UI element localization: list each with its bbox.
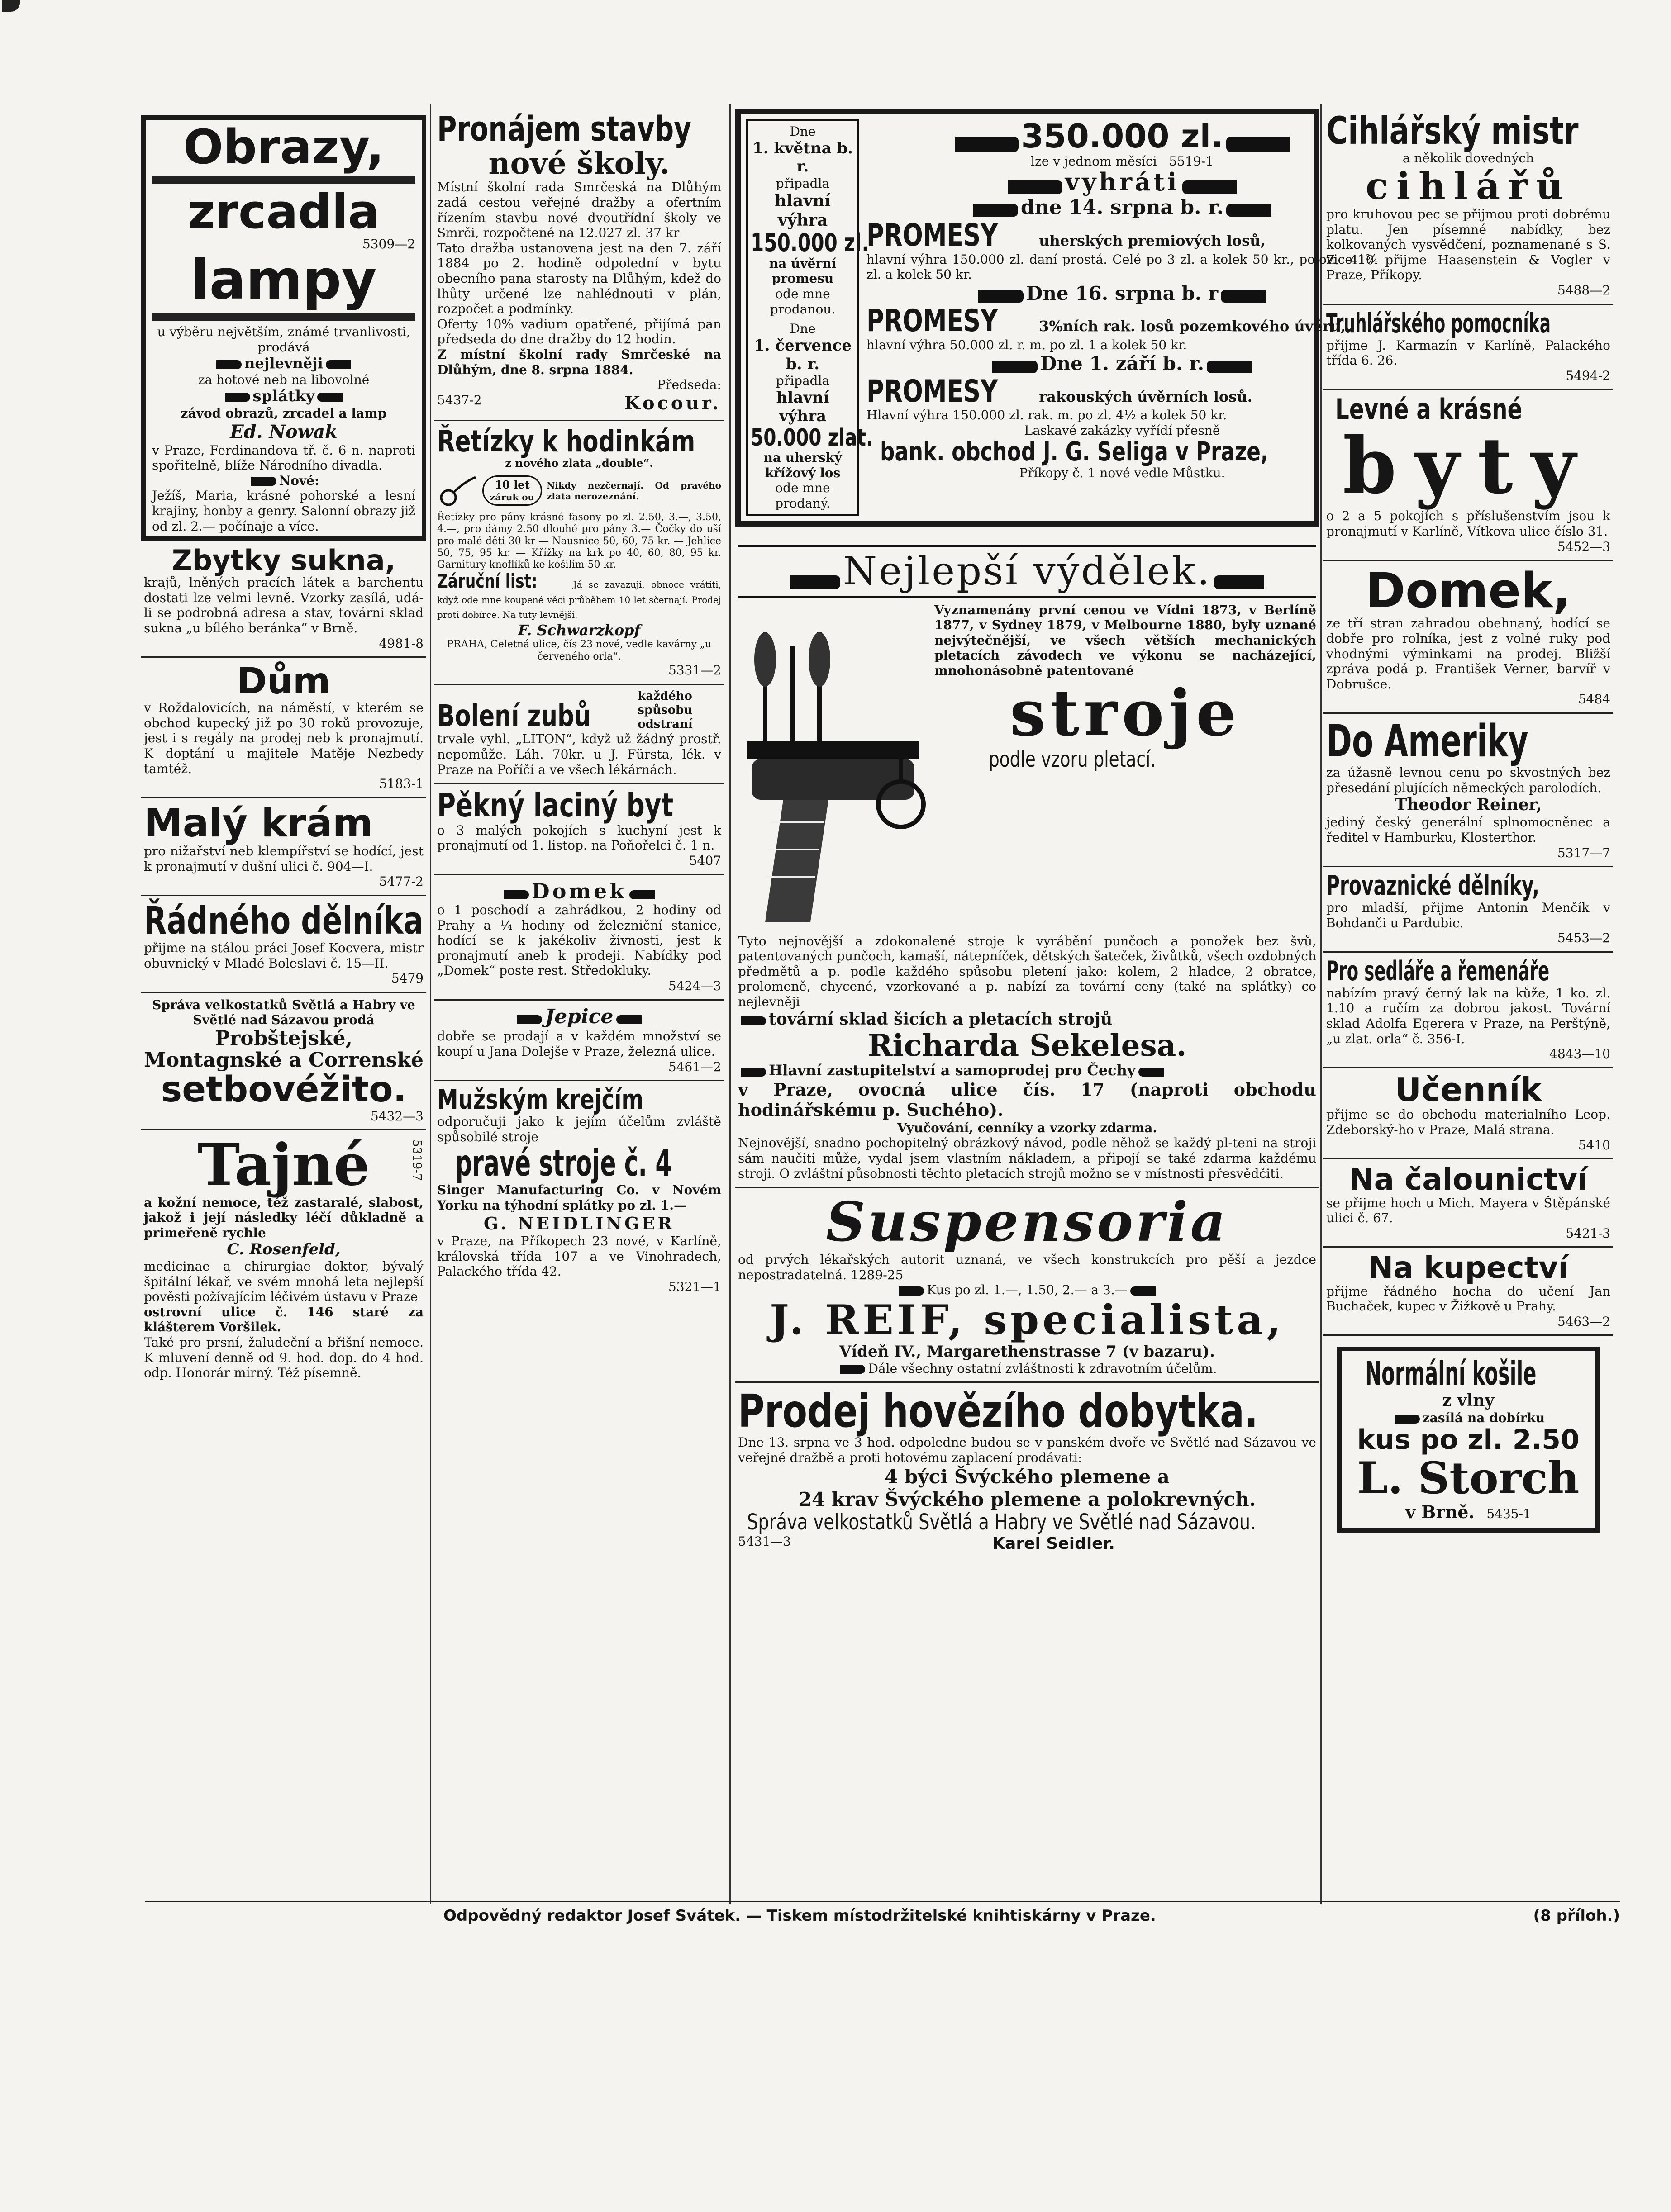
ad-dum [141,658,426,798]
ad-text: o 1 poschodí a zahrádkou, 2 hodiny od Prahy a ¼ hodiny od železniční stanice, hodící se k jakékoliv živnosti, jest k pronajmutí aneb k prodeji. Nabídky pod „Domek“ poste rest. Středokluky. [437,902,721,978]
ad-title: Domek [531,878,627,903]
badge-text: 10 let [495,478,530,492]
ad-text: pro mladší, přijme Antonín Menčík v Bohdanči u Pardubic. [1326,900,1610,930]
ad-subtitle: Dne 1. září b. r. [1040,352,1204,375]
ad-text: od prvých lékařských autorit uznaná, ve všech konstrukcích pro pěší a jezdce nepostradatelná. [738,1252,1316,1282]
ad-text: se přijme hoch u Mich. Mayera v Štěpánské ulici č. 67. [1326,1195,1610,1226]
ad-name: Richarda Sekelesa. [867,1027,1187,1063]
ad-text: přijme se do obchodu materialního Leop. Zdeborský-ho v Praze, Malá strana. [1326,1107,1610,1138]
ad-title: Prodej hovězího dobytka. [738,1385,1258,1438]
sidebar-text: připadla [776,176,830,191]
ad-text: Dne 13. srpna ve 3 hod. odpoledne budou se v panském dvoře ve Světlé nad Sázavou ve veřejné dražbě a proti hotovému zaplacení prodávati: [738,1435,1316,1466]
ad-number: 5319-7 [410,1139,424,1181]
ad-subtitle: kus po zl. 2.50 [1357,1424,1580,1456]
ad-text: Správa velkostatků Světlá a Habry ve Světlé nad Sázavou prodá [152,997,415,1028]
ad-text: Hlavní výhra 150.000 zl. rak. m. po zl. 4½ a kolek 50 kr. [866,408,1227,423]
ad-title: lampy [190,248,377,312]
ad-title: Na kupectví [1368,1250,1568,1286]
imprint-line: Odpovědný redaktor Josef Svátek. — Tiskem místodržitelské knihtiskárny v Praze. [443,1907,1156,1925]
ad-text: u výběru největším, známé trvanlivosti, prodává [157,324,410,355]
ad-text: Řetízky pro pány krásné fasony po zl. 2.50, 3.—, 3.50, 4.—, pro dámy 2.50 dlouhé pro pány 3.— Čočky do uší pro malé děti 30 kr — Nausnice 50, 60, 75 kr. — Jehlice 50, 75, 95 kr. — Křížky na krk po 40, 60, 80, 95 kr. Garnitury knoflíků ke košilím 50 kr. [437,511,721,571]
ad-kupectvi [1323,1248,1613,1336]
ad-address: v Brně. [1405,1502,1475,1523]
ad-name: L. Storch [1357,1452,1580,1504]
pointing-hand-icon [741,1068,766,1077]
ad-emphasis: splátky [252,387,315,406]
ad-number: 5452—3 [1557,539,1610,554]
ad-number: 1289-25 [851,1267,904,1282]
ad-address: Vídeň IV., Margarethenstrasse 7 (v bazaru). [839,1343,1215,1361]
ad-byty [1323,390,1613,561]
pointing-hand-icon [1008,180,1062,194]
ad-text: hlavní výhra 150.000 zl. daní prostá. Celé po 3 zl. a kolek 50 kr., polovice 1¾ zl. a kolek 50 kr. [866,252,1378,282]
sidebar-text: ode mne prodanou. [770,286,836,317]
ad-title: Levné a krásné [1335,393,1523,426]
ad-label: Předseda: [657,377,721,393]
ad-number: 5331—2 [668,663,721,678]
column-rule [729,104,731,1904]
page-corner-mark [2,0,20,12]
ad-zbytky [141,541,426,658]
pointing-hand-icon [790,575,840,589]
ad-text: jediný český generální splnomocněnec a ředitel v Hamburku, Klosterthor. [1326,815,1610,845]
ad-text: a několik dovedných [1402,151,1534,166]
ad-pekny [434,784,724,875]
ad-text: Singer Manufacturing Co. v Novém Yorku na týhodní splátky po zl. 1.— [437,1182,721,1213]
ad-title: Truhlářského pomocníka [1326,307,1551,339]
ad-text: Ježíš, Maria, krásné pohorské a lesní krajiny, honby a genry. Salonní obrazy již od zl. 2.— počínaje a více. [152,488,415,534]
ad-text: a kožní nemoce, též zastaralé, slabost, jakož i její následky léčí důkladně a primeřeně rychle [144,1195,424,1240]
ad-emphasis: nejlevněji [244,355,323,372]
ad-prodej [735,1383,1319,1559]
ad-title: PROMESY [866,373,998,409]
pointing-hand-icon [1395,1415,1420,1424]
ad-text: Kus po zl. 1.—, 1.50, 2.— a 3.— [927,1282,1128,1298]
ad-text: pro kruhovou pec se přijmou proti dobrému platu. Jen písemné nabídky, bez kolkovaných vysvědčení, poznamenané s S. Z. 410 přijme Haasenstein & Vogler v Praze, Příkopy. [1326,206,1610,283]
ad-amerika [1323,714,1613,867]
ad-provaz [1323,867,1613,953]
ad-text: Také pro prsní, žaludeční a břišní nemoce. K mluvení denně od 9. hod. dop. do 4 hod. odp. Honorár mírný. Též písemně. [144,1335,424,1381]
ad-title: Mužským krejčím [437,1084,644,1116]
pointing-hand-icon [992,361,1038,373]
ad-text: zasílá na dobírku [1422,1410,1545,1426]
ad-number: 5321—1 [668,1279,721,1294]
ad-title: Tajné [197,1131,370,1199]
ad-number: 5479 [391,971,424,986]
ad-title: stroje [1009,676,1241,750]
ad-subtitle: Záruční list: [437,570,538,592]
ad-title: PROMESY [866,303,998,339]
ad-name: G. NEIDLINGER [483,1213,675,1234]
ad-boleni [434,685,724,784]
ad-number: 5432—3 [370,1108,424,1124]
ad-text: krajů, lněných pracích látek a barchentu dostati lze velmi levně. Vzorky zasílá, udá-li se podrobná adresa a stav, továrni sklad sukna „u bílého beránka“ v Brně. [144,575,424,636]
ad-text: za hotové neb na libovolné [198,372,370,387]
ad-title: Řetízky k hodinkám [437,423,695,459]
pointing-hand-icon [840,1365,865,1374]
pointing-hand-icon [517,1015,542,1024]
ad-text: ze tří stran zahradou obehnaný, hodící se dobře pro rolníka, jest z volné ruky pod vhodnými výminkami na prodej. Bližší zpráva podá p. František Verner, barvíř v Dobrušce. [1326,616,1610,692]
column-4 [1323,106,1613,1900]
ad-text: odporučuji jako k jejím účelům zvláště spůsobilé stroje [437,1114,721,1144]
pointing-hand-icon [973,204,1018,217]
ad-number: 5317—7 [1557,845,1610,860]
ad-title: Bolení zubů [437,698,591,734]
pointing-hand-icon [1226,137,1290,152]
ad-number: 5437-2 [437,392,482,408]
ad-name: Kocour. [624,392,721,414]
ad-subtitle: tovární sklad šicích a pletacích strojů [769,1009,1113,1029]
ad-title: Pronájem stavby [437,109,691,149]
ad-text: Já se zavazuji, obnoce vrátiti, když ode mne koupené věci průběhem 10 let sčernají. Prodej proti dobírce. Na tuty levnější. [437,579,722,621]
ad-pronajem [434,106,724,421]
knitting-machine-illustration [738,605,928,931]
ad-title: Řádného dělníka [144,898,424,943]
pointing-hand-icon [1214,575,1264,589]
chain-icon [437,473,478,509]
ad-text: 24 krav Švýckého plemene a polokrevných. [798,1488,1256,1511]
ad-number: 4981-8 [379,636,424,651]
ad-text: přijme řádného hocha do učení Jan Buchaček, kupec v Žižkově u Prahy. [1326,1283,1610,1314]
ad-text: přijme na stálou práci Josef Kocvera, mistr obuvnický v Mladé Boleslavi č. 15—II. [144,940,424,971]
page-footer [145,1901,1620,1925]
ad-cihlarsky [1323,106,1613,305]
divider [152,313,415,321]
pointing-hand-icon [1226,204,1271,217]
ad-title: Pěkný laciný byt [437,786,674,825]
ad-number: 5410 [1578,1137,1610,1153]
ad-title: PROMESY [866,218,998,254]
warranty-badge [482,475,542,506]
ad-text: Dále všechny ostatní zvláštnosti k zdravotním účelům. [868,1361,1217,1376]
ad-title: Nejlepší výdělek. [843,548,1212,594]
ad-muzskym [434,1081,724,1300]
ad-title: Provaznické dělníky, [1326,870,1540,902]
ad-address: v Praze, ovocná ulice čís. 17 (naproti obchodu hodinářskému p. Suchého). [738,1079,1316,1120]
ad-number: 5463—2 [1557,1314,1610,1329]
pointing-hand-icon [1182,180,1237,194]
pointing-hand-icon [216,360,242,369]
sidebar-text: Dne [790,124,816,139]
ad-title: vyhráti [1065,167,1180,197]
ad-address: v Praze, Ferdinandova tř. č. 6 n. naproti spořitelně, blíže Národního divadla. [152,442,415,473]
ad-title: nové školy. [488,145,670,181]
ad-name: bank. obchod J. G. Seliga v Praze, [880,436,1269,467]
ad-subtitle: pravé stroje č. 4 [455,1142,672,1185]
sidebar-text: Dne [790,321,816,337]
ad-number: 4843—10 [1549,1046,1610,1062]
column-1 [141,106,426,1900]
pointing-hand-icon [504,890,529,899]
ad-text: Z místní školní rady Smrčeské na Dlůhým, dne 8. srpna 1884. [437,347,721,377]
pointing-hand-icon [225,393,250,402]
ad-text: za úžasně levnou cenu po skvostných bez přesedání plujících německých parolodích. [1326,764,1610,795]
ad-text: o 2 a 5 pokojích s příslušenstvím jsou k pronajmutí v Karlíně, Vítkova ulice číslo 31. [1326,508,1610,539]
ad-number: 5421-3 [1566,1225,1610,1241]
pointing-hand-icon [326,360,351,369]
ad-text: 4 býci Švýckého plemene a [885,1465,1170,1488]
ad-text: závod obrazů, zrcadel a lamp [181,405,387,421]
pointing-hand-icon [1138,1068,1164,1077]
supplements-note: (8 příloh.) [1533,1907,1620,1925]
ad-text: 3%ních rak. losů pozemkového úvěru, [1039,318,1346,335]
pointing-hand-icon [1207,361,1252,373]
ad-number: 5519-1 [1169,153,1214,169]
ad-maly-kram [141,798,426,896]
ad-number: 5453—2 [1557,930,1610,946]
ad-title: Domek, [1366,563,1571,619]
ad-promesy [735,109,1378,527]
ad-number: 5461—2 [668,1059,721,1074]
ad-title: Malý krám [144,800,373,846]
ad-number: 5435-1 [1486,1506,1531,1522]
ad-text: o 3 malých pokojích s kuchyní jest k pronajmutí od 1. listop. na Poňořelci č. 1 n. [437,822,721,853]
ad-vydelek [735,527,1319,1188]
pointing-hand-icon [899,1286,924,1296]
ad-address: PRAHA, Celetná ulice, čís 23 nové, vedle kavárny „u červeného orla“. [447,639,712,662]
pointing-hand-icon [1130,1286,1156,1296]
ad-subtitle: Správa velkostatků Světlá a Habry ve Světlé nad Sázavou. [747,1509,1256,1535]
ad-text: Tato dražba ustanovena jest na den 7. září 1884 po 2. hodině odpolední v bytu obecního pana starosty na Dlůhým, kdež do lhůty určené lze nahlédnouti v plán, rozpočet a podmínky. [437,240,721,317]
pointing-hand-icon [741,1016,766,1025]
ad-retizky [434,421,724,685]
ad-text: v Roždalovicích, na náměstí, v kterém se obchod kupecký již po 30 roků provozuje, jest i s regály na prodej neb k pronajmutí. K doptání u majitele Matěje Nezbedy tamtéž. [144,700,424,776]
pointing-hand-icon [629,890,655,899]
ad-text: každého spůsobu odstraní [638,689,693,731]
ad-text: Oferty 10% vadium opatřené, přijímá pan předseda do dne dražby do 12 hodin. [437,316,721,347]
sidebar-text: 1. května b. r. [752,139,853,176]
ad-truhlar [1323,305,1613,390]
divider [152,176,415,184]
ad-title: Zbytky sukna, [171,544,396,577]
ad-name: Ed. Nowak [230,421,338,442]
pointing-hand-icon [955,137,1019,152]
ad-subtitle: z nového zlata „double“. [505,456,653,470]
ad-text: uherských premiových losů, [1039,232,1266,250]
sidebar-text: 50.000 zlat. [751,424,873,451]
ad-title: Obrazy, [183,119,385,175]
ad-title: byty [1343,421,1594,512]
ad-title: Cihlářský mistr [1326,109,1579,153]
ad-calounictvi [1323,1159,1613,1248]
ad-jepice [434,1001,724,1082]
ad-subtitle: Dne 16. srpna b. r [1026,282,1219,304]
badge-text: záruk ou [490,492,535,503]
ad-name: Karel Seidler. [992,1534,1115,1553]
ad-number: 5494-2 [1566,368,1610,383]
ad-text: Hlavní zastupitelství a samoprodej pro Čechy [769,1062,1136,1079]
ad-suspensoria [735,1188,1319,1383]
pointing-hand-icon [1221,290,1266,303]
ad-number: 5431—3 [738,1533,791,1549]
ad-radneho [141,896,426,993]
ad-text: hlavní výhra 50.000 zl. r. m. po zl. 1 a kolek 50 kr. [866,337,1187,352]
column-rule [430,104,431,1904]
ad-subtitle: Probštejské, Montagnské a Correnské [144,1026,424,1072]
ad-number: 5407 [689,853,721,868]
ad-text: medicinae a chirurgiae doktor, bývalý špitální lékař, ve svém mnohá leta nejlepší pověsti požívajícím léčivém ústavu v Praze [144,1259,424,1305]
ad-subtitle: z vlny [1442,1391,1495,1410]
ad-text: Tyto nejnovější a zdokonalené stroje k vyrábění punčoch a ponožek bez švů, patentovaných punčoch, kamaší, nátepníček, dětských šateček, živůtků, všech ozdobných předmětů a p. podle každého spůsobu pletení jako: kolem, 2 hladce, 2 obratce, prolomeně, chycené, vzorkované a p. nabízí za tovární ceny (také na splátky) co nejlevněji [738,933,1316,1009]
ad-number: 5477-2 [379,874,424,889]
pointing-hand-icon [317,393,343,402]
ad-text: Nikdy nezčernají. Od pravého zlata nerozeznání. [547,479,721,502]
ad-name: Theodor Reiner, [1395,795,1542,815]
ad-title: zrcadla [188,184,380,240]
pointing-hand-icon [251,477,276,486]
ad-text: nabízím pravý černý lak na kůže, 1 ko. zl. 1.10 a ručím za dobrou jakost. Tovární sklad Adolfa Egerera v Praze, na Perštýně, „u zlat. orla“ č. 356-I. [1326,985,1610,1046]
ad-subtitle: podle vzoru pletací. [989,746,1156,772]
ad-text: Nejnovější, snadno pochopitelný obrázkový návod, podle něhož se každý pl-teni na stroji sám naučiti může, vydal jsem vlastním nákladem, a připojí se také zdarma každému stroji. O zvláštní působnosti těchto pletacích strojů možno se v místnosti přesvědčiti. [738,1135,1316,1181]
sidebar-text: hlavní výhra [776,389,829,425]
pointing-hand-icon [978,290,1024,303]
ad-name: C. Rosenfeld, [227,1240,341,1259]
ad-sprava [141,993,426,1130]
ad-ucennik [1323,1068,1613,1159]
ad-title: 350.000 zl. [1021,117,1223,155]
ad-title: Dům [237,660,331,703]
ad-emphasis: Nové: [279,473,319,488]
ad-text: Laskavé zakázky vyřídí přesně [1024,422,1220,438]
ad-title: Učenník [1395,1070,1542,1109]
ad-text: trvale vyhl. „LITON“, když už žádný prostř. nepomůže. Láh. 70kr. u J. Fürsta, lék. v Praze na Poříčí a ve všech lékárnách. [437,731,721,777]
sidebar-text: na úvěrní promesu [769,256,837,286]
pointing-hand-icon [616,1015,642,1024]
ad-title: Normální košile [1365,1354,1537,1393]
ad-domek-2 [1323,561,1613,714]
ad-title: Suspensoria [826,1190,1228,1254]
ad-title: Na čalounictví [1349,1162,1588,1197]
ad-title: cihlářů [1366,164,1571,208]
ad-obrazy [141,115,426,541]
ad-text: přijme J. Karmazín v Karlíně, Palackého třída 6. 26. [1326,337,1610,368]
column-3 [735,106,1378,1900]
ad-subtitle: dne 14. srpna b. r. [1020,195,1224,219]
ad-number: 5309—2 [362,237,415,252]
ad-address: v Praze, na Příkopech 23 nové, v Karlíně, královská třída 107 a ve Vinohradech, Palackého třída 42. [437,1234,721,1279]
ad-name: F. Schwarzkopf [518,622,641,639]
ad-text: Vyučování, cenníky a vzorky zdarma. [897,1120,1157,1135]
ad-sedlare [1323,953,1613,1068]
sidebar-text: hlavní výhra [775,191,831,230]
sidebar-text: připadla [776,373,830,389]
ad-tajne [141,1130,426,1386]
ad-number: 5484 [1578,692,1610,707]
sidebar-text: 150.000 zl. [751,228,869,257]
sidebar-text: na uherský křížový los [763,450,842,480]
ad-text: Místní školní rada Smrčeská na Dlůhým zadá cestou veřejné dražby a ofertním řízením stavbu nové dvoutřídní školy ve Smrči, rozpočtené na 12.027 zl. 37 kr [437,180,721,241]
ad-title: Do Ameriky [1326,716,1528,768]
ad-text: dobře se prodají a v každém množství se koupí u Jana Dolejše v Praze, železná ulice. [437,1029,721,1059]
sidebar-text: ode mne prodaný. [775,480,830,511]
ad-text: lze v jednom měsíci [1031,153,1157,169]
ad-title: setbovéžito. [161,1069,407,1110]
promesy-sidebar [746,119,873,516]
column-2 [434,106,724,1900]
sidebar-text: 1. července b. r. [753,336,852,373]
ad-number: 5488—2 [1557,282,1610,298]
ad-title: Jepice [545,1005,614,1028]
ad-address: Příkopy č. 1 nové vedle Můstku. [1019,465,1225,481]
ad-name: J. REIF, specialista, [770,1296,1285,1344]
ad-text: rakouských úvěrních losů. [1039,388,1252,405]
ad-kosile [1337,1347,1600,1533]
ad-text: Vyznamenány první cenou ve Vídni 1873, v Berlíně 1877, v Sydney 1879, v Melbourne 1880, byly uznané nejvýtečnější, ve všech větších mechanických pletacích závodech ve výkonu se nacházející, mnohonásobně patentované [934,602,1316,678]
ad-text: pro nižařství neb klempířství se hodící, jest k pronajmutí v dušní ulici č. 904—I. [144,844,424,874]
ad-address: ostrovní ulice č. 146 staré za klášterem Voršilek. [144,1304,424,1335]
ad-title: Pro sedláře a řemenáře [1326,955,1550,987]
ad-domek [434,875,724,1001]
ad-number: 5183-1 [379,776,424,792]
ad-number: 5424—3 [668,978,721,994]
